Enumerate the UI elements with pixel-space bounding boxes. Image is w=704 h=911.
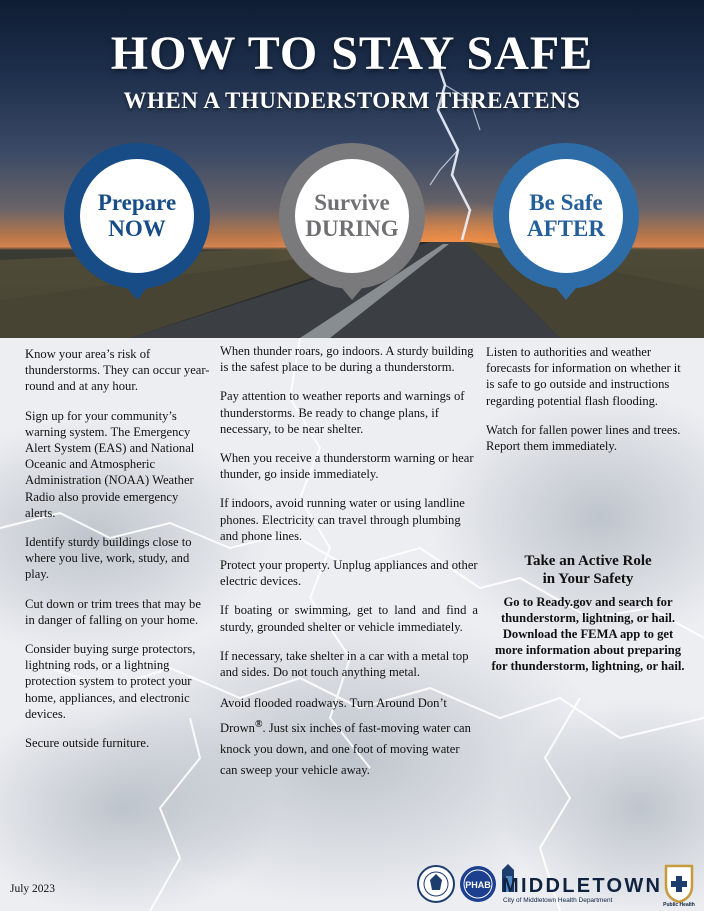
badge-line2: DURING [305,216,399,241]
flood-text-after: . Just six inches of fast-moving water can knock you down, and one foot of moving water can sweep your vehicle away. [220,721,471,778]
survive-tip-flood [220,693,478,781]
badge-line1: Survive [314,190,390,215]
badge-line1: Prepare [97,190,177,215]
prepare-tip: Sign up for your community’s warning system. The Emergency Alert System (EAS) and National Oceanic and Atmospheric Administration (NOAA) Weather Radio also provide emergency alerts. [25,408,195,520]
dhs-seal-icon [418,866,454,902]
badge-line2: AFTER [527,216,605,241]
prepare-tip: Know your area’s risk of thunderstorms. They can occur year-round and at any hour. [25,347,210,394]
registered-mark: ® [254,719,263,731]
survive-tip: Protect your property. Unplug appliances and other electric devices. [220,558,478,589]
survive-column [220,343,478,794]
survive-tip: When thunder roars, go indoors. A sturdy building is the safest place to be during a thunderstorm. [220,344,474,375]
survive-tip: When you receive a thunderstorm warning or hear thunder, go inside immediately. [220,451,474,482]
prepare-tip: Identify sturdy buildings close to where you live, work, study, and play. [25,535,192,582]
survive-during-badge [279,143,425,289]
flood-text-before: Avoid flooded roadways. Turn Around Don’t Drown [220,696,447,736]
badge-line2: NOW [108,216,166,241]
publication-date: July 2023 [10,883,56,895]
prepare-tip: Consider buying surge protectors, lightning rods, or a lightning protection system to protect your home, appliances, and electronic devices. [25,642,196,721]
badge-label [80,159,194,273]
badge-label [509,159,623,273]
after-column [486,344,682,467]
active-role-text: Go to Ready.gov and search for thunderstorm, lightning, or hail. Download the FEMA app to get more information about preparing for thunderstorm, lightning, or hail. [491,595,685,673]
middletown-wordmark: MIDDLETOWN [502,875,660,897]
be-safe-after-badge [493,143,639,289]
prepare-column [25,346,211,764]
active-role-heading [488,552,688,588]
active-role-box [488,552,688,674]
after-tip: Watch for fallen power lines and trees. Report them immediately. [486,422,681,454]
middletown-logo [502,864,660,904]
partner-logos [416,862,698,906]
page-subtitle: WHEN A THUNDERSTORM THREATENS [123,88,581,113]
active-role-heading-line2: in Your Safety [542,571,634,587]
survive-tip: If boating or swimming, get to land and find a sturdy, grounded shelter or vehicle immediately. [220,603,478,634]
phab-icon [460,866,496,902]
prepare-now-badge [64,143,210,289]
active-role-heading-line1: Take an Active Role [524,553,652,569]
middletown-dept: City of Middletown Health Department [503,897,613,904]
badge-label [295,159,409,273]
prepare-tip: Secure outside furniture. [25,736,150,751]
page-title: HOW TO STAY SAFE [110,27,594,80]
badge-line1: Be Safe [529,190,603,215]
public-health-shield-icon [663,866,695,906]
phab-label: PHAB [465,880,491,890]
after-tip: Listen to authorities and weather forecasts for information on whether it is safe to go outside and instructions regarding potential flash flooding. [486,345,681,408]
prepare-tip: Cut down or trim trees that may be in danger of falling on your home. [25,596,201,627]
hero-banner [0,0,704,338]
survive-tip: Pay attention to weather reports and warnings of thunderstorms. Be ready to change plans, if necessary, to be near shelter. [220,389,465,436]
survive-tip: If necessary, take shelter in a car with a metal top and sides. Do not touch anything metal. [220,648,469,680]
public-health-label: Public Health [663,902,695,906]
survive-tip: If indoors, avoid running water or using landline phones. Electricity can travel through plumbing and phone lines. [220,496,465,543]
